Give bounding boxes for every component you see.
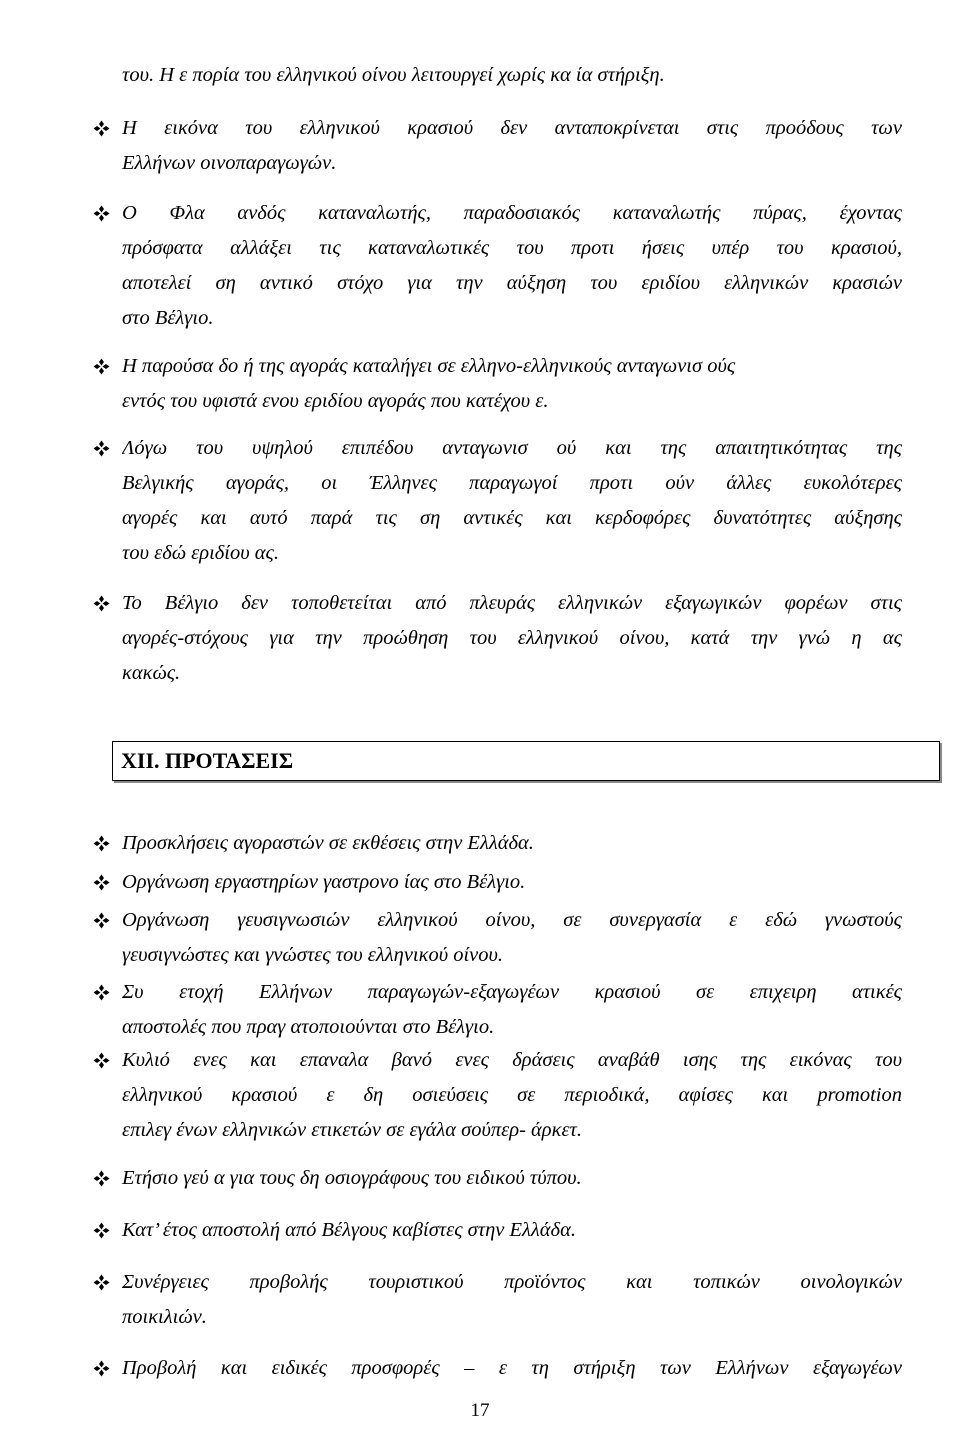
text-line: επιλεγ ένων ελληνικών ετικετών σε εγάλα σούπερ- άρκετ. (122, 1119, 583, 1141)
text-line: Ελλήνων οινοπαραγωγών. (122, 152, 337, 174)
four-diamond-bullet-icon (93, 595, 110, 612)
text-line: αποτελεί ση αντικό στόχο για την αύξηση του εριδίου ελληνικών κρασιών (122, 272, 902, 294)
text-line: Λόγω του υψηλού επιπέδου ανταγωνισ ού και της απαιτητικότητας της (122, 437, 902, 459)
four-diamond-bullet-icon (93, 1170, 110, 1187)
four-diamond-bullet-icon (93, 1222, 110, 1239)
bullet-paragraph (122, 865, 902, 900)
page-number: 17 (470, 1400, 490, 1421)
text-line: Κυλιό ενες και επαναλα βανό ενες δράσεις αναβάθ ισης της εικόνας του (122, 1049, 902, 1071)
text-line: Οργάνωση γευσιγνωσιών ελληνικού οίνου, σε συνεργασία ε εδώ γνωστούς (122, 909, 902, 931)
bullet-paragraph (122, 1043, 902, 1148)
four-diamond-bullet-icon (93, 874, 110, 891)
text-line: εντός του υφιστά ενου εριδίου αγοράς που κατέχου ε. (122, 390, 549, 412)
text-line: Προβολή και ειδικές προσφορές – ε τη στήριξη των Ελλήνων εξαγωγέων (122, 1357, 902, 1379)
text-line: ποικιλιών. (122, 1306, 207, 1328)
section-heading: XII. ΠΡΟΤΑΣΕΙΣ (121, 748, 294, 773)
text-line: αγορές-στόχους για την προώθηση του ελληνικού οίνου, κατά την γνώ η ας (122, 627, 902, 649)
bullet-paragraph (122, 431, 902, 571)
continuation-paragraph (122, 58, 902, 93)
bullet-paragraph (122, 1265, 902, 1335)
text-line: του εδώ εριδίου ας. (122, 542, 279, 564)
four-diamond-bullet-icon (93, 1052, 110, 1069)
text-line: Η εικόνα του ελληνικού κρασιού δεν ανταποκρίνεται στις προόδους των (122, 117, 902, 139)
four-diamond-bullet-icon (93, 358, 110, 375)
bullet-paragraph (122, 1161, 902, 1196)
text-line: Συ ετοχή Ελλήνων παραγωγών-εξαγωγέων κρασιού σε επιχειρη ατικές (122, 981, 902, 1003)
text-line: κακώς. (122, 662, 181, 684)
text-line: του. Η ε πορία του ελληνικού οίνου λειτουργεί χωρίς κα ία στήριξη. (122, 64, 665, 86)
bullet-paragraph (122, 1213, 902, 1248)
four-diamond-bullet-icon (93, 835, 110, 852)
text-line: πρόσφατα αλλάξει τις καταναλωτικές του προτι ήσεις υπέρ του κρασιού, (122, 237, 902, 259)
text-line: Κατ’ έτος αποστολή από Βέλγους καβίστες στην Ελλάδα. (122, 1219, 576, 1241)
four-diamond-bullet-icon (93, 205, 110, 222)
four-diamond-bullet-icon (93, 440, 110, 457)
text-line: γευσιγνώστες και γνώστες του ελληνικού οίνου. (122, 944, 504, 966)
text-line: Ετήσιο γεύ α για τους δη οσιογράφους του ειδικού τύπου. (122, 1167, 582, 1189)
text-line: Η παρούσα δο ή της αγοράς καταλήγει σε ελληνο-ελληνικούς ανταγωνισ ούς (122, 355, 736, 377)
bullet-paragraph (122, 586, 902, 691)
text-line: Οργάνωση εργαστηρίων γαστρονο ίας στο Βέλγιο. (122, 871, 526, 893)
bullet-paragraph (122, 903, 902, 973)
four-diamond-bullet-icon (93, 912, 110, 929)
four-diamond-bullet-icon (93, 1274, 110, 1291)
text-line: αγορές και αυτό παρά τις ση αντικές και κερδοφόρες δυνατότητες αύξησης (122, 507, 902, 529)
text-line: αποστολές που πραγ ατοποιούνται στο Βέλγιο. (122, 1016, 495, 1038)
bullet-paragraph (122, 975, 902, 1045)
text-line: Ο Φλα ανδός καταναλωτής, παραδοσιακός καταναλωτής πύρας, έχοντας (122, 202, 902, 224)
four-diamond-bullet-icon (93, 1360, 110, 1377)
four-diamond-bullet-icon (93, 120, 110, 137)
text-line: Προσκλήσεις αγοραστών σε εκθέσεις στην Ελλάδα. (122, 832, 534, 854)
section-heading-box (112, 741, 940, 781)
text-line: Βελγικής αγοράς, οι Έλληνες παραγωγοί προτι ούν άλλες ευκολότερες (122, 472, 902, 494)
bullet-paragraph (122, 349, 902, 419)
text-line: στο Βέλγιο. (122, 307, 214, 329)
bullet-paragraph (122, 826, 902, 861)
text-line: ελληνικού κρασιού ε δη οσιεύσεις σε περιοδικά, αφίσες και promotion (122, 1084, 902, 1106)
bullet-paragraph (122, 1351, 902, 1386)
four-diamond-bullet-icon (93, 984, 110, 1001)
text-line: Το Βέλγιο δεν τοποθετείται από πλευράς ελληνικών εξαγωγικών φορέων στις (122, 592, 902, 614)
bullet-paragraph (122, 196, 902, 336)
text-line: Συνέργειες προβολής τουριστικού προϊόντος και τοπικών οινολογικών (122, 1271, 902, 1293)
bullet-paragraph (122, 111, 902, 181)
